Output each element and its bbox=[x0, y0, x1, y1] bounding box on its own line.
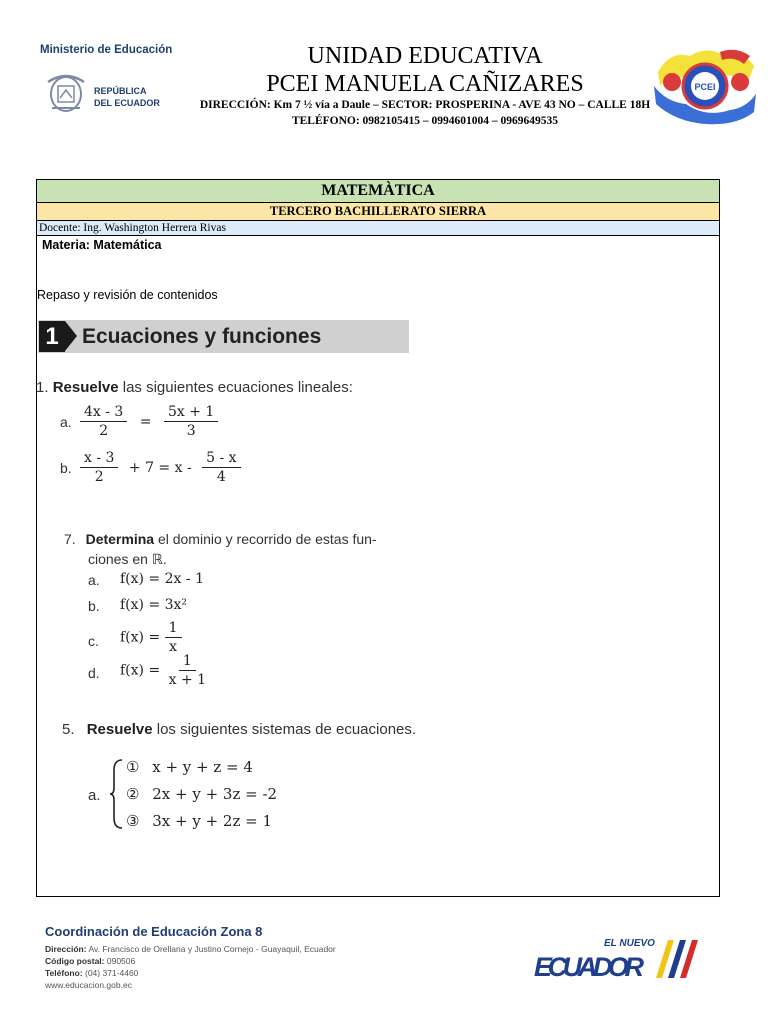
exercise-verb: Resuelve bbox=[86, 721, 153, 738]
system-equation-3 bbox=[126, 812, 272, 830]
footer-phone bbox=[45, 968, 138, 978]
banner-arrow-icon bbox=[65, 321, 77, 351]
denominator: 3 bbox=[186, 423, 196, 439]
equation-marker: ② bbox=[126, 785, 140, 803]
school-title-line-1: UNIDAD EDUCATIVA bbox=[307, 43, 543, 69]
fraction bbox=[80, 450, 118, 485]
subject-row: MATEMÀTICA bbox=[37, 180, 719, 203]
numerator: 4x - 3 bbox=[80, 404, 127, 422]
exercise-verb: Determina bbox=[85, 531, 155, 547]
system-equation-2 bbox=[126, 785, 277, 803]
pcei-logo-text: PCEI bbox=[694, 82, 716, 92]
fraction bbox=[80, 404, 127, 439]
fraction bbox=[165, 620, 182, 655]
exercise-number: 1. bbox=[36, 379, 49, 396]
denominator: x bbox=[169, 639, 178, 655]
equation-a bbox=[80, 404, 218, 439]
function-c bbox=[120, 620, 182, 655]
numerator: 5x + 1 bbox=[164, 404, 218, 422]
footer-address bbox=[45, 944, 336, 954]
republic-line-2: DEL ECUADOR bbox=[94, 98, 160, 108]
school-phone: TELÉFONO: 0982105415 – 0994601004 – 0969649535 bbox=[291, 115, 559, 127]
equation-middle: + 7 = x - bbox=[128, 459, 192, 476]
option-label: d. bbox=[88, 665, 100, 681]
denominator: 4 bbox=[216, 469, 226, 485]
denominator: 2 bbox=[94, 469, 104, 485]
function-d bbox=[120, 653, 210, 688]
section-title: Ecuaciones y funciones bbox=[82, 325, 322, 348]
option-label: a. bbox=[60, 414, 72, 430]
equation-b bbox=[80, 450, 241, 485]
fraction bbox=[164, 404, 218, 439]
equation-text: 2x + y + 3z = -2 bbox=[152, 785, 278, 803]
pcei-school-logo bbox=[650, 42, 760, 128]
equals-sign: = bbox=[139, 413, 152, 430]
exercise-7-prompt bbox=[64, 531, 377, 547]
exercise-text: los siguientes sistemas de ecuaciones. bbox=[156, 721, 417, 738]
function-a: f(x) = 2x - 1 bbox=[120, 571, 204, 587]
numerator: 5 - x bbox=[202, 450, 240, 468]
teacher-row: Docente: Ing. Washington Herrera Rivas bbox=[37, 221, 719, 236]
el-nuevo-ecuador-logo bbox=[532, 934, 707, 984]
footer-phone-value: (04) 371-4460 bbox=[85, 968, 139, 978]
system-equation-1 bbox=[126, 758, 253, 776]
exercise-number: 7. bbox=[64, 531, 76, 547]
exercise-number: 5. bbox=[62, 721, 75, 738]
ecuador-coat-of-arms-icon bbox=[42, 68, 90, 116]
function-b: f(x) = 3x² bbox=[120, 597, 188, 613]
logo-main-text: ECUADOR bbox=[534, 952, 644, 982]
numerator: 1 bbox=[165, 620, 182, 638]
materia-label: Materia: Matemática bbox=[42, 238, 162, 252]
footer-address-value: Av. Francisco de Orellana y Justino Cornejo - Guayaquil, Ecuador bbox=[88, 944, 336, 954]
level-row: TERCERO BACHILLERATO SIERRA bbox=[37, 203, 719, 221]
footer-address-label: Dirección: bbox=[45, 944, 87, 954]
equation-text: x + y + z = 4 bbox=[152, 758, 253, 776]
exercise-5-prompt bbox=[62, 721, 416, 738]
republic-line-1: REPÚBLICA bbox=[94, 86, 147, 96]
footer-website[interactable]: www.educacion.gob.ec bbox=[45, 980, 132, 990]
option-label: b. bbox=[88, 598, 100, 614]
numerator: 1 bbox=[179, 653, 196, 671]
exercise-7-line-2: ciones en ℝ. bbox=[88, 551, 167, 567]
equation-marker: ③ bbox=[126, 812, 140, 830]
intro-text: Repaso y revisión de contenidos bbox=[37, 288, 218, 302]
footer-phone-label: Teléfono: bbox=[45, 968, 83, 978]
fraction bbox=[202, 450, 240, 485]
exercise-text: las siguientes ecuaciones lineales: bbox=[122, 379, 353, 396]
option-label: c. bbox=[88, 633, 99, 649]
exercise-verb: Resuelve bbox=[52, 379, 119, 396]
denominator: x + 1 bbox=[168, 672, 207, 688]
exercise-1-prompt bbox=[36, 379, 353, 396]
option-label: a. bbox=[88, 787, 101, 804]
denominator: 2 bbox=[99, 423, 109, 439]
school-title bbox=[200, 42, 650, 98]
ministry-title: Ministerio de Educación bbox=[40, 44, 173, 56]
option-label: b. bbox=[60, 460, 72, 476]
equation-text: 3x + y + 2z = 1 bbox=[152, 812, 273, 830]
logo-top-text: EL NUEVO bbox=[604, 938, 655, 949]
option-label: a. bbox=[88, 572, 100, 588]
left-brace-icon bbox=[110, 758, 124, 830]
school-address: DIRECCIÓN: Km 7 ½ vía a Daule – SECTOR: PROSPERINA - AVE 43 NO – CALLE 18H bbox=[199, 99, 651, 111]
exercise-text: el dominio y recorrido de estas fun- bbox=[157, 531, 377, 547]
equation-marker: ① bbox=[126, 758, 140, 776]
school-title-line-2: PCEI MANUELA CAÑIZARES bbox=[266, 71, 584, 97]
footer-title: Coordinación de Educación Zona 8 bbox=[45, 924, 263, 939]
footer-postal-label: Código postal: bbox=[45, 956, 105, 966]
fraction bbox=[165, 653, 210, 688]
function-lhs: f(x) = bbox=[120, 629, 161, 646]
function-lhs: f(x) = bbox=[120, 662, 161, 679]
numerator: x - 3 bbox=[80, 450, 118, 468]
footer-postal bbox=[45, 956, 135, 966]
footer-postal-value: 090506 bbox=[106, 956, 136, 966]
section-number: 1 bbox=[39, 321, 65, 352]
